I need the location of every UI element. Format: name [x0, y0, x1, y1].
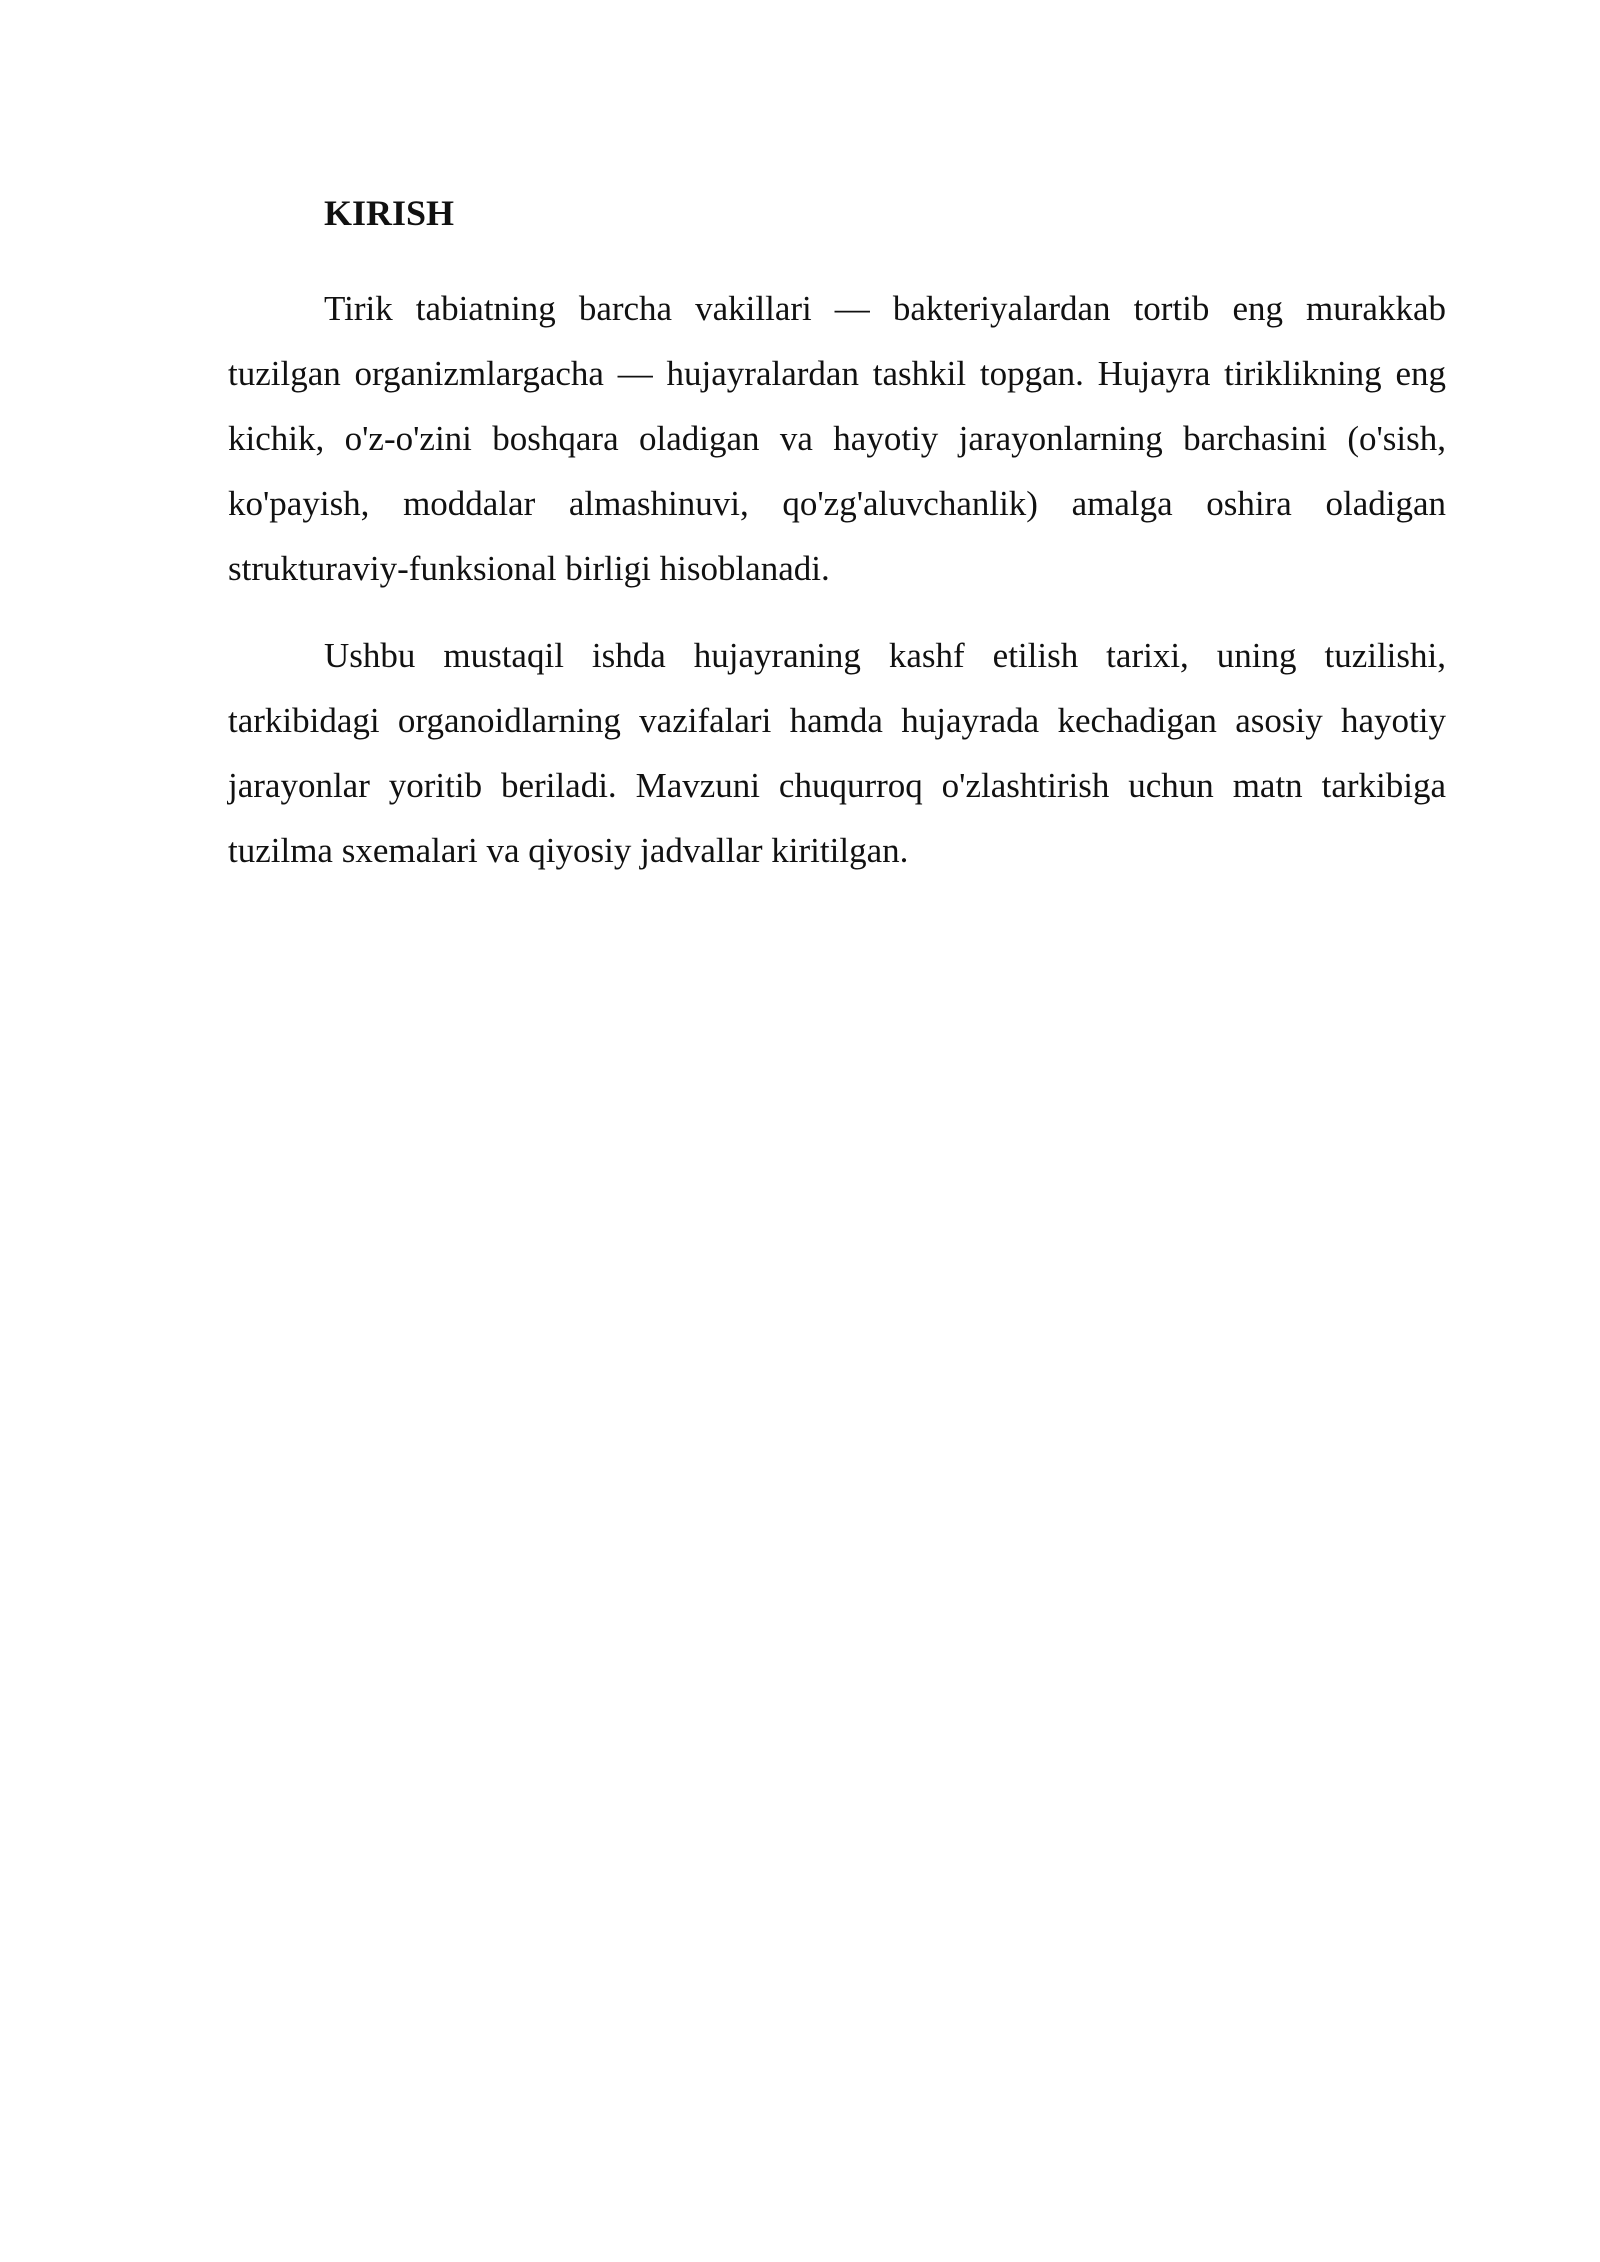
paragraph-scope: Ushbu mustaqil ishda hujayraning kashf etilish tarixi, uning tuzilishi, tarkibidagi organoidlarning vazifalari hamda hujayrada kechadigan asosiy hayotiy jarayonlar yoritib beriladi. Mavzuni chuqurroq o'zlashtirish uchun matn tarkibiga tuzilma sxemalari va qiyosiy jadvallar kiritilgan. — [228, 636, 1446, 870]
section-heading: KIRISH — [324, 193, 455, 233]
document-body — [228, 188, 1446, 905]
paragraph-intro: Tirik tabiatning barcha vakillari — bakteriyalardan tortib eng murakkab tuzilgan organizmlargacha — hujayralardan tashkil topgan. Hujayra tiriklikning eng kichik, o'z-o'zini boshqara oladigan va hayotiy jarayonlarning barchasini (o'sish, ko'payish, moddalar almashinuvi, qo'zg'aluvchanlik) amalga oshira oladigan strukturaviy-funksional birligi hisoblanadi. — [228, 289, 1446, 588]
